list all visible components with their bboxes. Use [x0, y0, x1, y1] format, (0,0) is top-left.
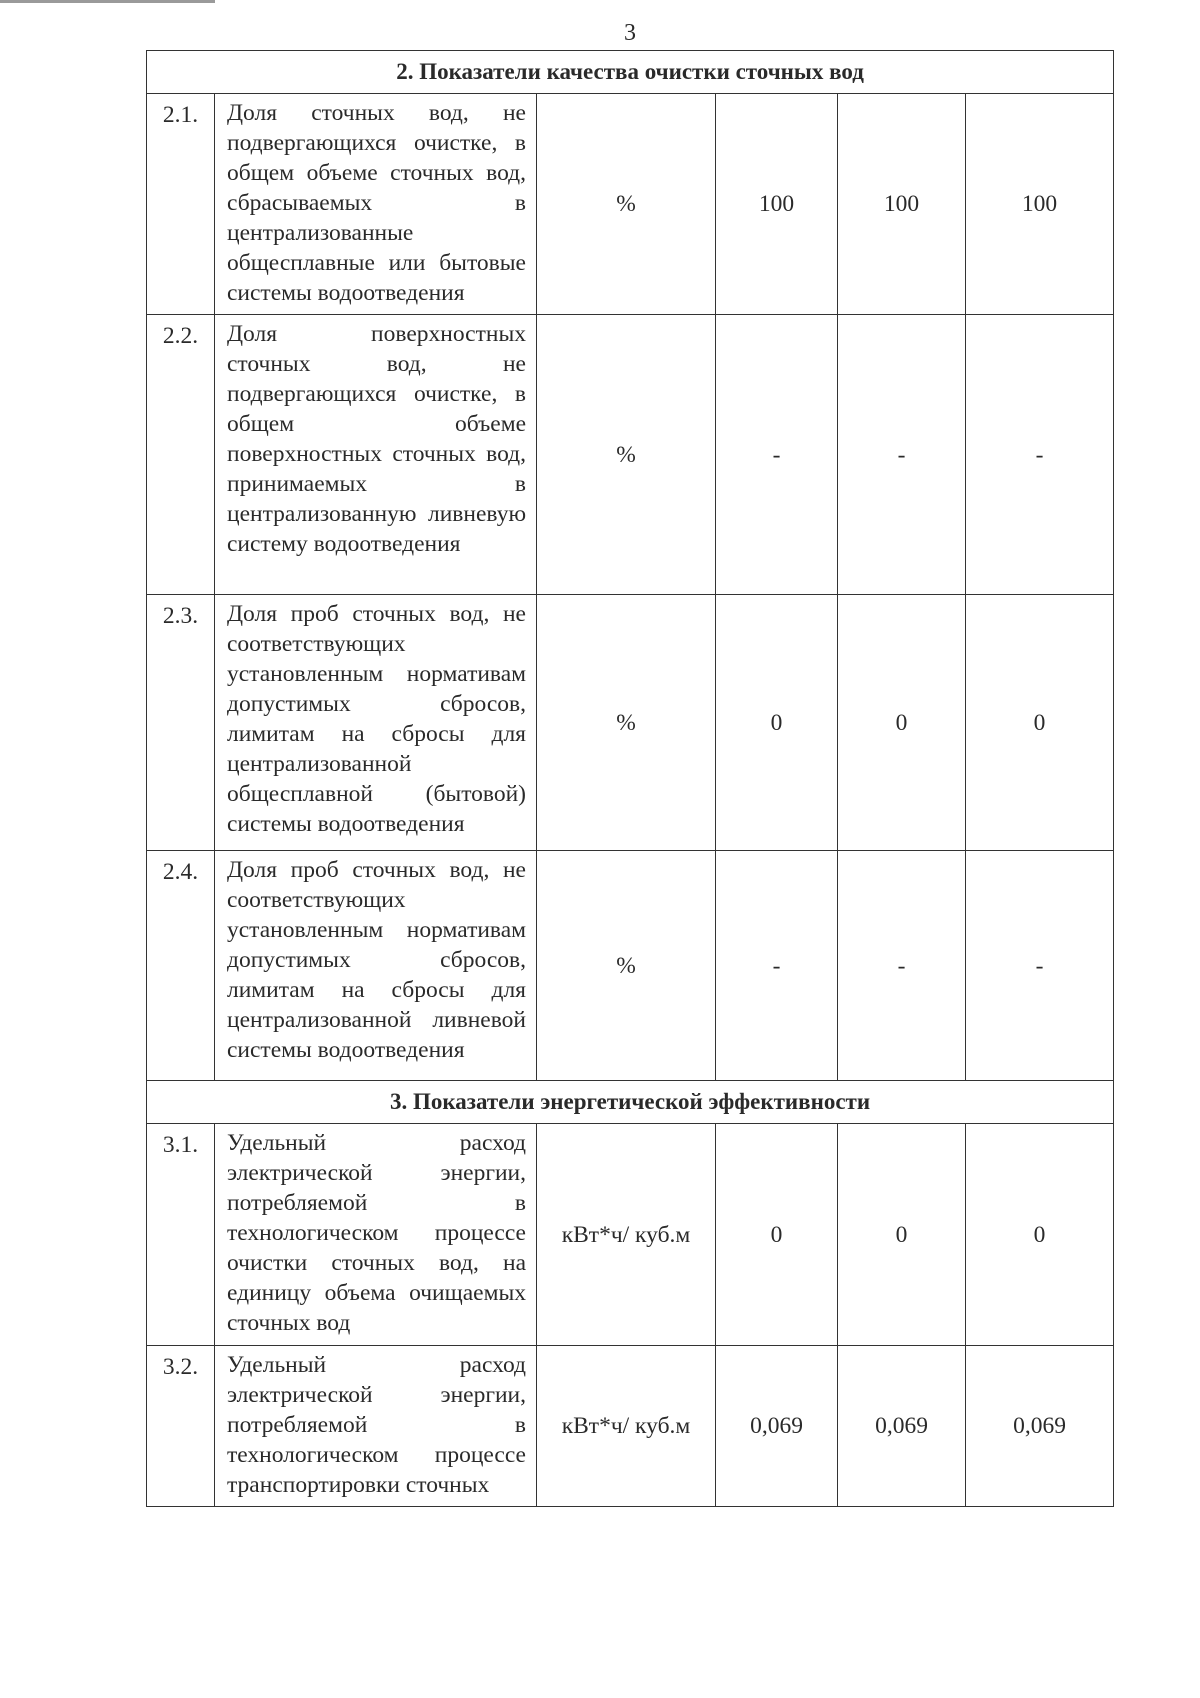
section-header-energy — [147, 1081, 1114, 1124]
scan-edge-mark — [0, 0, 215, 3]
unit-cell: % — [537, 315, 716, 595]
indicator-name: Доля проб сточных вод, не соответствующих установленным нормативам допустимых сбросов, лимитам на сбросы для централизованной общесплавной (бытовой) системы водоотведения — [215, 595, 537, 851]
indicator-name: Доля сточных вод, не подвергающихся очистке, в общем объеме сточных вод, сбрасываемых в централизованные общесплавные или бытовые системы водоотведения — [215, 94, 537, 315]
row-number: 2.2. — [147, 315, 215, 595]
page-number: 3 — [624, 20, 636, 46]
unit-cell: кВт*ч/ куб.м — [537, 1346, 716, 1507]
row-number: 2.4. — [147, 851, 215, 1081]
row-number: 3.2. — [147, 1346, 215, 1507]
value-cell: - — [838, 851, 966, 1081]
indicators-table — [146, 50, 1114, 1507]
indicator-name: Доля поверхностных сточных вод, не подвергающихся очистке, в общем объеме поверхностных сточных вод, принимаемых в централизованную ливневую систему водоотведения — [215, 315, 537, 595]
value-cell: 0 — [716, 1124, 838, 1346]
table-row — [147, 851, 1114, 1081]
table-row — [147, 315, 1114, 595]
table-row — [147, 595, 1114, 851]
value-cell: 0 — [838, 595, 966, 851]
value-cell: - — [838, 315, 966, 595]
row-number: 2.1. — [147, 94, 215, 315]
value-cell: 100 — [838, 94, 966, 315]
value-cell: 0 — [966, 595, 1114, 851]
indicator-name: Удельный расход электрической энергии, потребляемой в технологическом процессе очистки сточных вод, на единицу объема очищаемых сточных вод — [215, 1124, 537, 1346]
table-row — [147, 1346, 1114, 1507]
table-row — [147, 94, 1114, 315]
value-cell: 0,069 — [716, 1346, 838, 1507]
unit-cell: кВт*ч/ куб.м — [537, 1124, 716, 1346]
unit-cell: % — [537, 595, 716, 851]
indicator-name: Удельный расход электрической энергии, потребляемой в технологическом процессе транспортировки сточных — [215, 1346, 537, 1507]
value-cell: 100 — [716, 94, 838, 315]
row-number: 2.3. — [147, 595, 215, 851]
value-cell: - — [966, 851, 1114, 1081]
value-cell: 100 — [966, 94, 1114, 315]
section-header-quality — [147, 51, 1114, 94]
table-row — [147, 1124, 1114, 1346]
section-title: 2. Показатели качества очистки сточных вод — [147, 51, 1114, 94]
value-cell: - — [716, 851, 838, 1081]
unit-cell: % — [537, 94, 716, 315]
section-title: 3. Показатели энергетической эффективности — [147, 1081, 1114, 1124]
value-cell: 0 — [716, 595, 838, 851]
value-cell: 0 — [966, 1124, 1114, 1346]
value-cell: - — [716, 315, 838, 595]
value-cell: 0,069 — [838, 1346, 966, 1507]
indicator-name: Доля проб сточных вод, не соответствующих установленным нормативам допустимых сбросов, лимитам на сбросы для централизованной ливневой системы водоотведения — [215, 851, 537, 1081]
value-cell: 0 — [838, 1124, 966, 1346]
unit-cell: % — [537, 851, 716, 1081]
row-number: 3.1. — [147, 1124, 215, 1346]
value-cell: 0,069 — [966, 1346, 1114, 1507]
value-cell: - — [966, 315, 1114, 595]
